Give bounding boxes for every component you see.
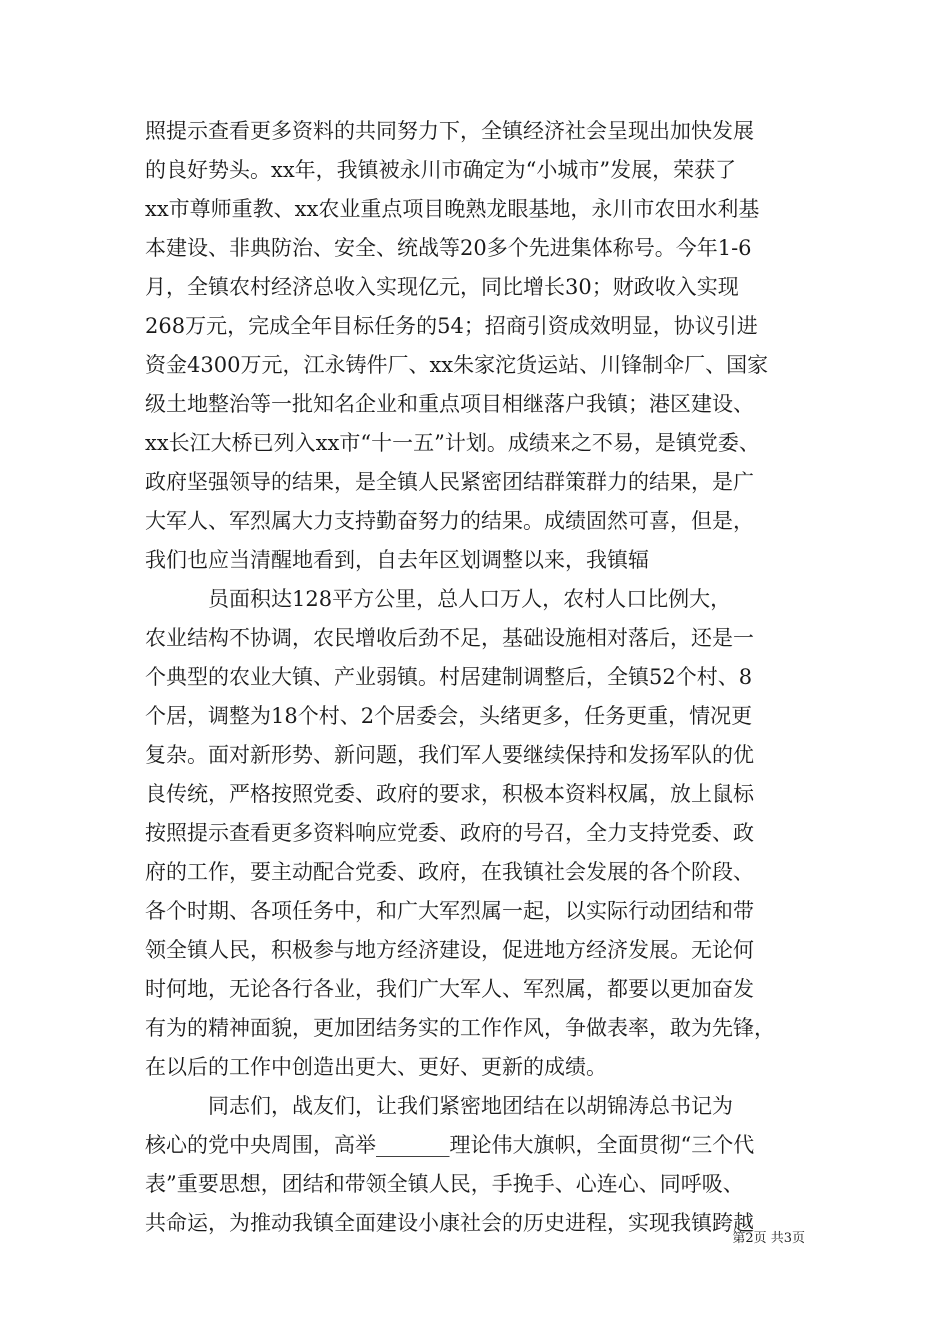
text-line: 月，全镇农村经济总收入实现亿元，同比增长30；财政收入实现 — [145, 275, 739, 299]
text-line: 复杂。面对新形势、新问题，我们军人要继续保持和发扬军队的优 — [145, 743, 754, 767]
text-line: 个居，调整为18个村、2个居委会，头绪更多，任务更重，情况更 — [145, 704, 753, 728]
text-line: 资金4300万元，江永铸件厂、xx朱家沱货运站、川锋制伞厂、国家 — [145, 353, 769, 377]
text-line: 时何地，无论各行各业，我们广大军人、军烈属，都要以更加奋发 — [145, 977, 754, 1001]
text-line: 同志们，战友们，让我们紧密地团结在以胡锦涛总书记为 — [145, 1094, 733, 1118]
text-line: 共命运，为推动我镇全面建设小康社会的历史进程，实现我镇跨越 — [145, 1211, 754, 1235]
text-line: 级土地整治等一批知名企业和重点项目相继落户我镇；港区建设、 — [145, 392, 754, 416]
text-line: 照提示查看更多资料的共同努力下，全镇经济社会呈现出加快发展 — [145, 119, 754, 143]
page-number-footer: 第2页 共3页 — [732, 1231, 805, 1246]
text-line: 领全镇人民，积极参与地方经济建设，促进地方经济发展。无论何 — [145, 938, 754, 962]
text-line: 府的工作，要主动配合党委、政府，在我镇社会发展的各个阶段、 — [145, 860, 754, 884]
text-line: 按照提示查看更多资料响应党委、政府的号召，全力支持党委、政 — [145, 821, 754, 845]
text-line: 核心的党中央周围，高举_______理论伟大旗帜，全面贯彻“三个代 — [145, 1133, 755, 1157]
text-line: 个典型的农业大镇、产业弱镇。村居建制调整后，全镇52个村、8 — [145, 665, 753, 689]
text-line: 良传统，严格按照党委、政府的要求，积极本资料权属，放上鼠标 — [145, 782, 754, 806]
text-line: xx长江大桥已列入xx市“十一五”计划。成绩来之不易，是镇党委、 — [145, 431, 760, 455]
text-line: 我们也应当清醒地看到，自去年区划调整以来，我镇辐 — [145, 548, 649, 572]
text-line: 本建设、非典防治、安全、统战等20多个先进集体称号。今年1-6 — [145, 236, 752, 260]
text-line: 在以后的工作中创造出更大、更好、更新的成绩。 — [145, 1055, 607, 1079]
text-line: 农业结构不协调，农民增收后劲不足，基础设施相对落后，还是一 — [145, 626, 754, 650]
text-line: 有为的精神面貌，更加团结务实的工作作风，争做表率，敢为先锋， — [145, 1016, 775, 1040]
text-line: 政府坚强领导的结果，是全镇人民紧密团结群策群力的结果，是广 — [145, 470, 754, 494]
text-line: xx市尊师重教、xx农业重点项目晚熟龙眼基地，永川市农田水利基 — [145, 197, 760, 221]
document-body — [145, 112, 815, 1243]
text-line: 员面积达128平方公里，总人口万人，农村人口比例大， — [145, 587, 732, 611]
text-line: 268万元，完成全年目标任务的54；招商引资成效明显，协议引进 — [145, 314, 758, 338]
text-line: 大军人、军烈属大力支持勤奋努力的结果。成绩固然可喜，但是， — [145, 509, 754, 533]
text-line: 表”重要思想，团结和带领全镇人民，手挽手、心连心、同呼吸、 — [145, 1172, 744, 1196]
text-line: 的良好势头。xx年，我镇被永川市确定为“小城市”发展，荣获了 — [145, 158, 737, 182]
text-line: 各个时期、各项任务中，和广大军烈属一起，以实际行动团结和带 — [145, 899, 754, 923]
